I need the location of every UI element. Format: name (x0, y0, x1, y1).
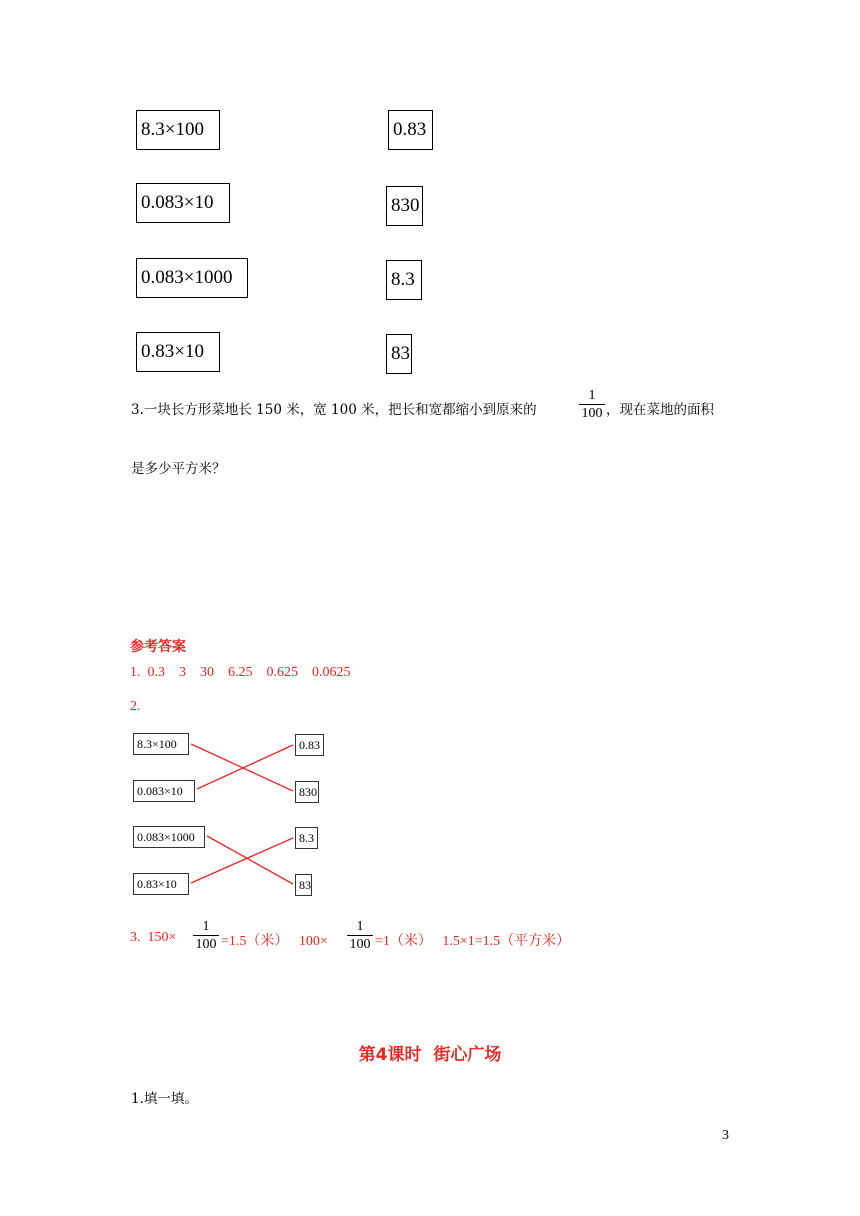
answer-3-fraction-2 (347, 918, 373, 953)
small-right-box-2: 830 (295, 781, 319, 803)
fraction-numerator: 1 (202, 919, 210, 934)
small-right-box-4: 83 (295, 874, 312, 896)
answer-line-2 (197, 745, 293, 789)
question-3-suffix: ，现在菜地的面积 (606, 402, 714, 418)
small-left-box-2: 0.083×10 (133, 780, 195, 802)
answer-3-label: 3. 150× (130, 930, 177, 945)
left-box-2: 0.083×10 (136, 183, 230, 223)
left-box-4: 0.83×10 (136, 332, 220, 372)
lesson-title: 第4课时 街心广场 (358, 1045, 502, 1065)
right-box-1: 0.83 (388, 110, 433, 150)
question-3-prefix: 3.一块长方形菜地长 150 米，宽 100 米，把长和宽都缩小到原来的 (131, 402, 537, 418)
left-box-3: 0.083×1000 (136, 258, 248, 298)
answers-line-2: 2. (130, 699, 141, 714)
right-box-4: 83 (386, 334, 412, 374)
small-right-box-3: 8.3 (295, 827, 318, 849)
answers-title: 参考答案 (130, 639, 186, 655)
right-box-3: 8.3 (386, 260, 422, 300)
page-number: 3 (722, 1128, 729, 1143)
answer-line-1 (191, 744, 293, 791)
fraction-denominator: 100 (581, 406, 603, 421)
answer-3-mid: =1.5（米） 100× (221, 934, 328, 949)
answer-3-fraction-1 (193, 918, 219, 953)
question-3-line2: 是多少平方米？ (131, 461, 226, 477)
lesson-item-1: 1.填一填。 (131, 1091, 198, 1107)
right-box-2: 830 (386, 186, 423, 226)
small-left-box-4: 0.83×10 (133, 873, 189, 895)
answer-3-end: =1（米） 1.5×1=1.5（平方米） (375, 934, 571, 949)
fraction-denominator: 100 (195, 937, 217, 952)
small-left-box-3: 0.083×1000 (133, 826, 205, 848)
fraction-numerator: 1 (356, 919, 364, 934)
fraction-denominator: 100 (349, 937, 371, 952)
small-right-box-1: 0.83 (295, 734, 324, 756)
left-box-1: 8.3×100 (136, 110, 220, 150)
answer-line-4 (191, 838, 293, 883)
answers-line-1: 1. 0.3 3 30 6.25 0.625 0.0625 (130, 665, 351, 680)
fraction-numerator: 1 (588, 388, 596, 403)
small-left-box-1: 8.3×100 (133, 733, 189, 755)
